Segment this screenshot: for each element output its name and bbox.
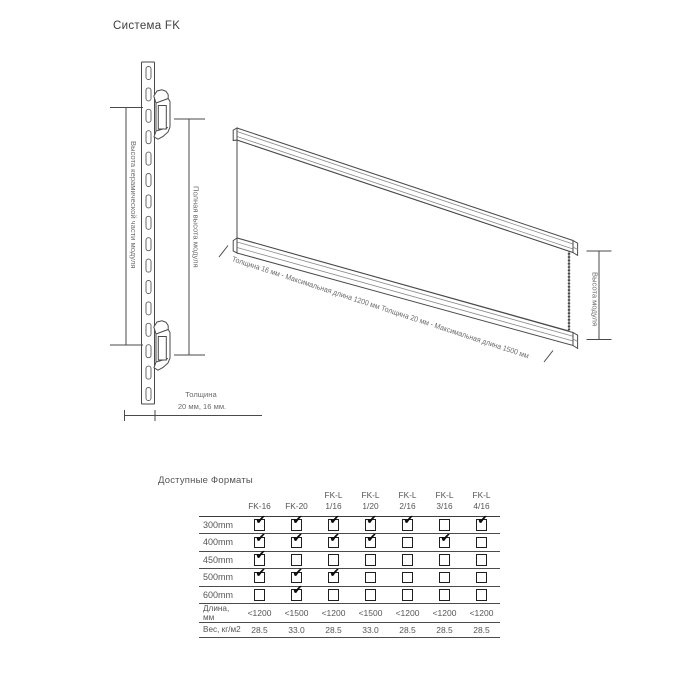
checkbox	[402, 554, 414, 566]
checkbox	[254, 554, 266, 566]
checkbox	[365, 572, 377, 584]
checkbox	[402, 589, 414, 601]
table-row-weight	[199, 623, 500, 638]
check-cell	[278, 534, 315, 552]
check-cell	[389, 516, 426, 534]
checkbox	[439, 572, 451, 584]
length-value: <1500	[284, 608, 309, 618]
length-value: <1500	[358, 608, 383, 618]
check-cell	[352, 586, 389, 604]
checkbox	[328, 572, 340, 584]
row-label: Вес, кг/м2	[203, 625, 241, 635]
checkbox	[365, 537, 377, 549]
checkbox	[254, 572, 266, 584]
check-cell	[426, 586, 463, 604]
thickness-label: Толщина	[185, 390, 217, 399]
row-label: 400mm	[203, 537, 234, 548]
formats-heading: Доступные Форматы	[158, 475, 253, 486]
check-cell	[352, 551, 389, 569]
checkbox	[291, 554, 303, 566]
thickness-values: 20 мм, 16 мм.	[177, 402, 227, 411]
checkbox	[254, 519, 266, 531]
checkbox	[291, 589, 303, 601]
col-header-fkl-1-16: FK-L 1/16	[324, 489, 343, 511]
ceramic-height-label: Высота керамической части модуля	[128, 141, 138, 269]
page-title: Система FK	[113, 20, 181, 32]
table-row-450mm	[199, 551, 500, 569]
checkbox	[254, 589, 266, 601]
col-header-fkl-1-20: FK-L 1/20	[361, 489, 380, 511]
check-cell	[463, 586, 500, 604]
full-height-label: Полная высота модуля	[191, 186, 201, 268]
table-row-length	[199, 604, 500, 623]
col-header-fk-16: FK-16	[248, 500, 271, 511]
check-cell	[389, 569, 426, 587]
dim-line-thickness	[124, 410, 262, 421]
col-header-fkl-2-16: FK-L 2/16	[398, 489, 417, 511]
check-cell	[352, 534, 389, 552]
length-value: <1200	[432, 608, 457, 618]
checkbox	[439, 537, 451, 549]
table-row-500mm	[199, 569, 500, 587]
length-value: <1200	[321, 608, 346, 618]
check-cell	[278, 586, 315, 604]
col-header-empty	[199, 489, 241, 516]
weight-value: 28.5	[399, 624, 416, 635]
check-cell	[315, 586, 352, 604]
checkbox	[402, 519, 414, 531]
rail-clip-bottom	[154, 321, 170, 370]
check-cell	[389, 551, 426, 569]
checkbox	[365, 519, 377, 531]
checkbox	[291, 519, 303, 531]
check-cell	[463, 516, 500, 534]
check-cell	[426, 534, 463, 552]
check-cell	[241, 586, 278, 604]
formats-table	[199, 489, 500, 638]
col-header-fk-20: FK-20	[285, 500, 308, 511]
checkbox	[476, 519, 488, 531]
checkbox	[328, 519, 340, 531]
row-label: 500mm	[203, 572, 234, 583]
checkbox	[402, 572, 414, 584]
check-cell	[463, 569, 500, 587]
panel-length-note: Толщина 16 мм - Максимальная длина 1200 мм Толщина 20 мм - Максимальная длина 1500 мм	[230, 254, 557, 370]
length-value: <1200	[469, 608, 494, 618]
check-cell	[315, 534, 352, 552]
table-row-600mm	[199, 586, 500, 604]
weight-value: 33.0	[288, 624, 305, 635]
panel-face	[237, 140, 569, 331]
check-cell	[463, 534, 500, 552]
check-cell	[389, 534, 426, 552]
check-cell	[241, 569, 278, 587]
checkbox	[476, 572, 488, 584]
checkbox	[402, 537, 414, 549]
row-label: Длина, мм	[203, 604, 230, 622]
weight-value: 28.5	[251, 624, 268, 635]
check-cell	[315, 569, 352, 587]
check-cell	[426, 569, 463, 587]
row-label: 600mm	[203, 589, 234, 600]
checkbox	[291, 572, 303, 584]
check-cell	[463, 551, 500, 569]
weight-value: 33.0	[362, 624, 379, 635]
checkbox	[476, 554, 488, 566]
check-cell	[426, 551, 463, 569]
check-cell	[352, 569, 389, 587]
checkbox	[439, 589, 451, 601]
checkbox	[328, 589, 340, 601]
weight-value: 28.5	[436, 624, 453, 635]
checkbox	[328, 537, 340, 549]
row-label: 450mm	[203, 554, 234, 565]
checkbox	[365, 589, 377, 601]
row-label: 300mm	[203, 519, 234, 530]
rail-clip-top	[154, 90, 170, 139]
length-value: <1200	[247, 608, 272, 618]
module-height-label: Высота модуля	[590, 272, 600, 327]
checkbox	[254, 537, 266, 549]
checkbox	[476, 589, 488, 601]
weight-value: 28.5	[325, 624, 342, 635]
checkbox	[439, 554, 451, 566]
checkbox	[291, 537, 303, 549]
length-value: <1200	[395, 608, 420, 618]
col-header-fkl-4-16: FK-L 4/16	[472, 489, 491, 511]
table-row-300mm	[199, 516, 500, 534]
checkbox	[365, 554, 377, 566]
weight-value: 28.5	[473, 624, 490, 635]
header-row	[199, 489, 500, 516]
rail-slots	[146, 67, 151, 401]
table-row-400mm	[199, 534, 500, 552]
checkbox	[439, 519, 451, 531]
col-header-fkl-3-16: FK-L 3/16	[435, 489, 454, 511]
checkbox	[328, 554, 340, 566]
check-cell	[389, 586, 426, 604]
checkbox	[476, 537, 488, 549]
